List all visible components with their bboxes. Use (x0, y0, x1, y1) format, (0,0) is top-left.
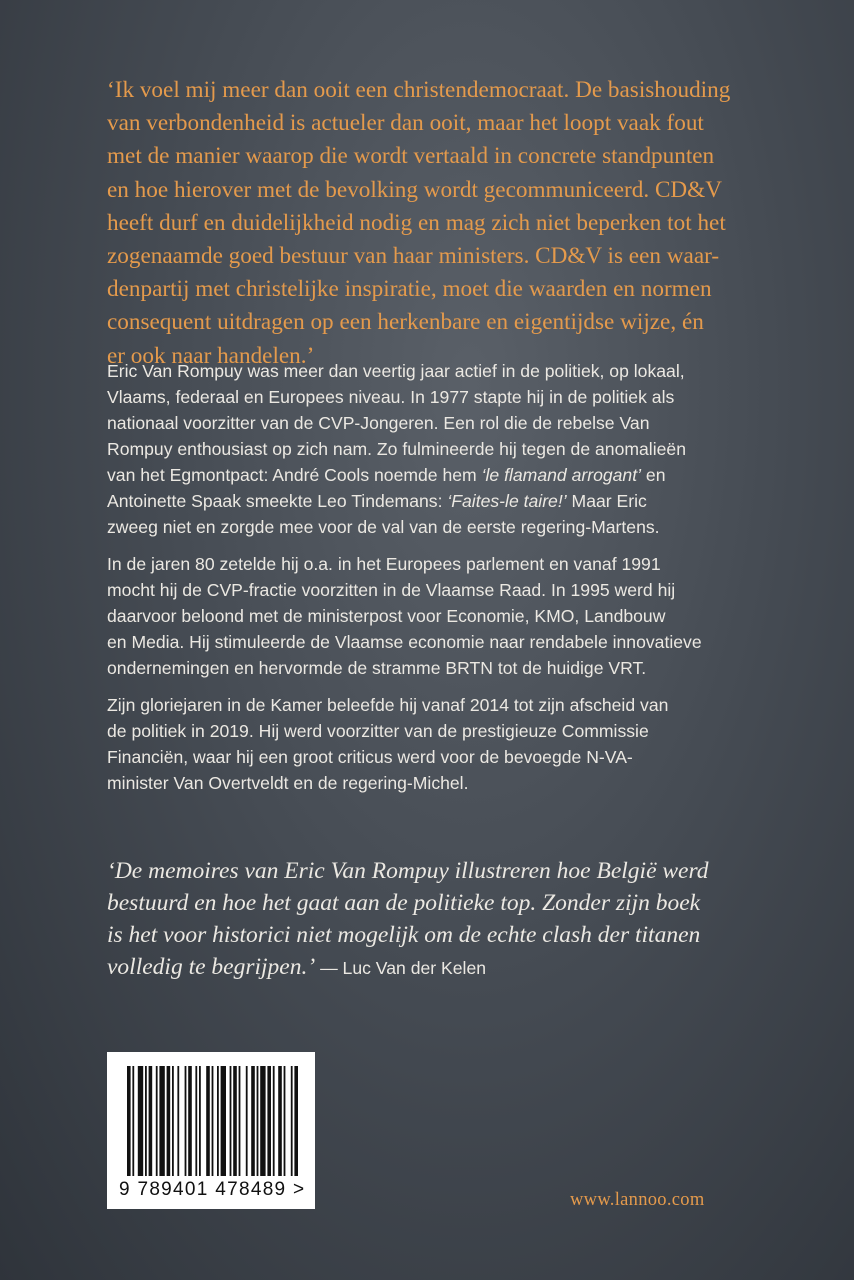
barcode-bar (273, 1066, 275, 1176)
endorsement-line: is het voor historici niet mogelijk om de echte clash der titanen (107, 922, 701, 948)
barcode-bar (156, 1066, 158, 1176)
barcode-bar (127, 1066, 131, 1176)
barcode-bar (145, 1066, 147, 1176)
barcode-bar (267, 1066, 271, 1176)
blurb-line: Eric Van Rompuy was meer dan veertig jaar actief in de politiek, op lokaal, (107, 361, 685, 381)
blurb-line: Vlaams, federaal en Europees niveau. In 1977 stapte hij in de politiek als (107, 387, 675, 407)
author-quote-line: met de manier waarop die wordt vertaald in concrete standpunten (107, 143, 715, 170)
blurb-line: de politiek in 2019. Hij werd voorzitter van de prestigieuze Commissie (107, 721, 649, 741)
barcode-bar (149, 1066, 153, 1176)
barcode-bar (199, 1066, 201, 1176)
author-quote-line: zogenaamde goed bestuur van haar ministers. CD&V is een waar- (107, 243, 720, 270)
author-quote-line: en hoe hierover met de bevolking wordt gecommuniceerd. CD&V (107, 176, 722, 203)
author-quote-line: heeft durf en duidelijkheid nodig en mag zich niet beperken tot het (107, 209, 726, 236)
endorsement-line: bestuurd en hoe het gaat aan de politieke top. Zonder zijn boek (107, 890, 701, 916)
blurb-line: Zijn gloriejaren in de Kamer beleefde hij vanaf 2014 tot zijn afscheid van (107, 695, 669, 715)
barcode-bar (188, 1066, 192, 1176)
barcode-bar (172, 1066, 174, 1176)
author-quote-line: er ook naar handelen.’ (107, 342, 315, 369)
barcode-bar (260, 1066, 265, 1176)
barcode-bar (291, 1066, 293, 1176)
barcode-bar (185, 1066, 187, 1176)
endorsement-line (107, 951, 767, 984)
author-quote-line: denpartij met christelijke inspiratie, moet die waarden en normen (107, 276, 712, 303)
author-quote-line: consequent uitdragen op een herkenbare en eigentijdse wijze, én (107, 309, 704, 336)
endorsement-text: volledig te begrijpen.’ (107, 954, 316, 980)
blurb-line: mocht hij de CVP-fractie voorzitten in de Vlaamse Raad. In 1995 werd hij (107, 580, 676, 600)
blurb-line: Financiën, waar hij een groot criticus werd voor de bevoegde N-VA- (107, 747, 633, 767)
blurb-line (107, 462, 767, 488)
barcode-bar (167, 1066, 171, 1176)
barcode-bar (212, 1066, 214, 1176)
author-quote (107, 74, 767, 373)
barcode-bar (221, 1066, 226, 1176)
blurb-paragraph-minister (107, 551, 767, 681)
blurb-line: In de jaren 80 zetelde hij o.a. in het Europees parlement en vanaf 1991 (107, 554, 661, 574)
barcode-bar (233, 1066, 237, 1176)
barcode-bar (278, 1066, 282, 1176)
blurb-body (107, 358, 767, 807)
barcode-bar (177, 1066, 179, 1176)
barcode-bar (230, 1066, 232, 1176)
blurb-text: Maar Eric (566, 491, 647, 511)
barcode-bar (246, 1066, 248, 1176)
barcode-bar (138, 1066, 143, 1176)
blurb-line: daarvoor beloond met de ministerpost voor Economie, KMO, Landbouw (107, 606, 666, 626)
endorsement-attribution: — Luc Van der Kelen (315, 958, 487, 978)
blurb-line: Rompuy enthousiast op zich nam. Zo fulmineerde hij tegen de anomalieën (107, 439, 686, 459)
barcode-bar (257, 1066, 259, 1176)
isbn-barcode (107, 1052, 315, 1209)
blurb-italic-quote: ‘le flamand arrogant’ (481, 465, 642, 485)
barcode-bar (294, 1066, 298, 1176)
blurb-text: Antoinette Spaak smeekte Leo Tindemans: (107, 491, 448, 511)
blurb-text: van het Egmontpact: André Cools noemde hem (107, 465, 482, 485)
barcode-bar (239, 1066, 241, 1176)
blurb-line: nationaal voorzitter van de CVP-Jongeren. Een rol die de rebelse Van (107, 413, 650, 433)
publisher-website: www.lannoo.com (570, 1190, 705, 1210)
blurb-paragraph-career (107, 358, 767, 540)
blurb-line: en Media. Hij stimuleerde de Vlaamse economie naar rendabele innovatieve (107, 632, 702, 652)
barcode-bar (206, 1066, 210, 1176)
blurb-line: zweeg niet en zorgde mee voor de val van de eerste regering-Martens. (107, 517, 660, 537)
barcode-bar (195, 1066, 197, 1176)
isbn-number: 9 789401 478489 > (119, 1179, 306, 1200)
blurb-line: ondernemingen en hervormde de stramme BRTN tot de huidige VRT. (107, 658, 647, 678)
blurb-italic-quote: ‘Faites-le taire!’ (447, 491, 567, 511)
author-quote-line: van verbondenheid is actueler dan ooit, maar het loopt vaak fout (107, 110, 704, 137)
blurb-text: en (641, 465, 666, 485)
barcode-bar (132, 1066, 134, 1176)
endorsement-quote (107, 855, 767, 984)
barcode-bar (251, 1066, 255, 1176)
barcode-bar (159, 1066, 164, 1176)
barcode-bar (284, 1066, 286, 1176)
blurb-line: minister Van Overtveldt en de regering-Michel. (107, 773, 469, 793)
blurb-paragraph-kamer (107, 692, 767, 796)
blurb-line (107, 488, 767, 514)
endorsement-line: ‘De memoires van Eric Van Rompuy illustreren hoe België werd (107, 858, 709, 884)
barcode-bar (217, 1066, 219, 1176)
author-quote-line: ‘Ik voel mij meer dan ooit een christendemocraat. De basishouding (107, 77, 731, 103)
